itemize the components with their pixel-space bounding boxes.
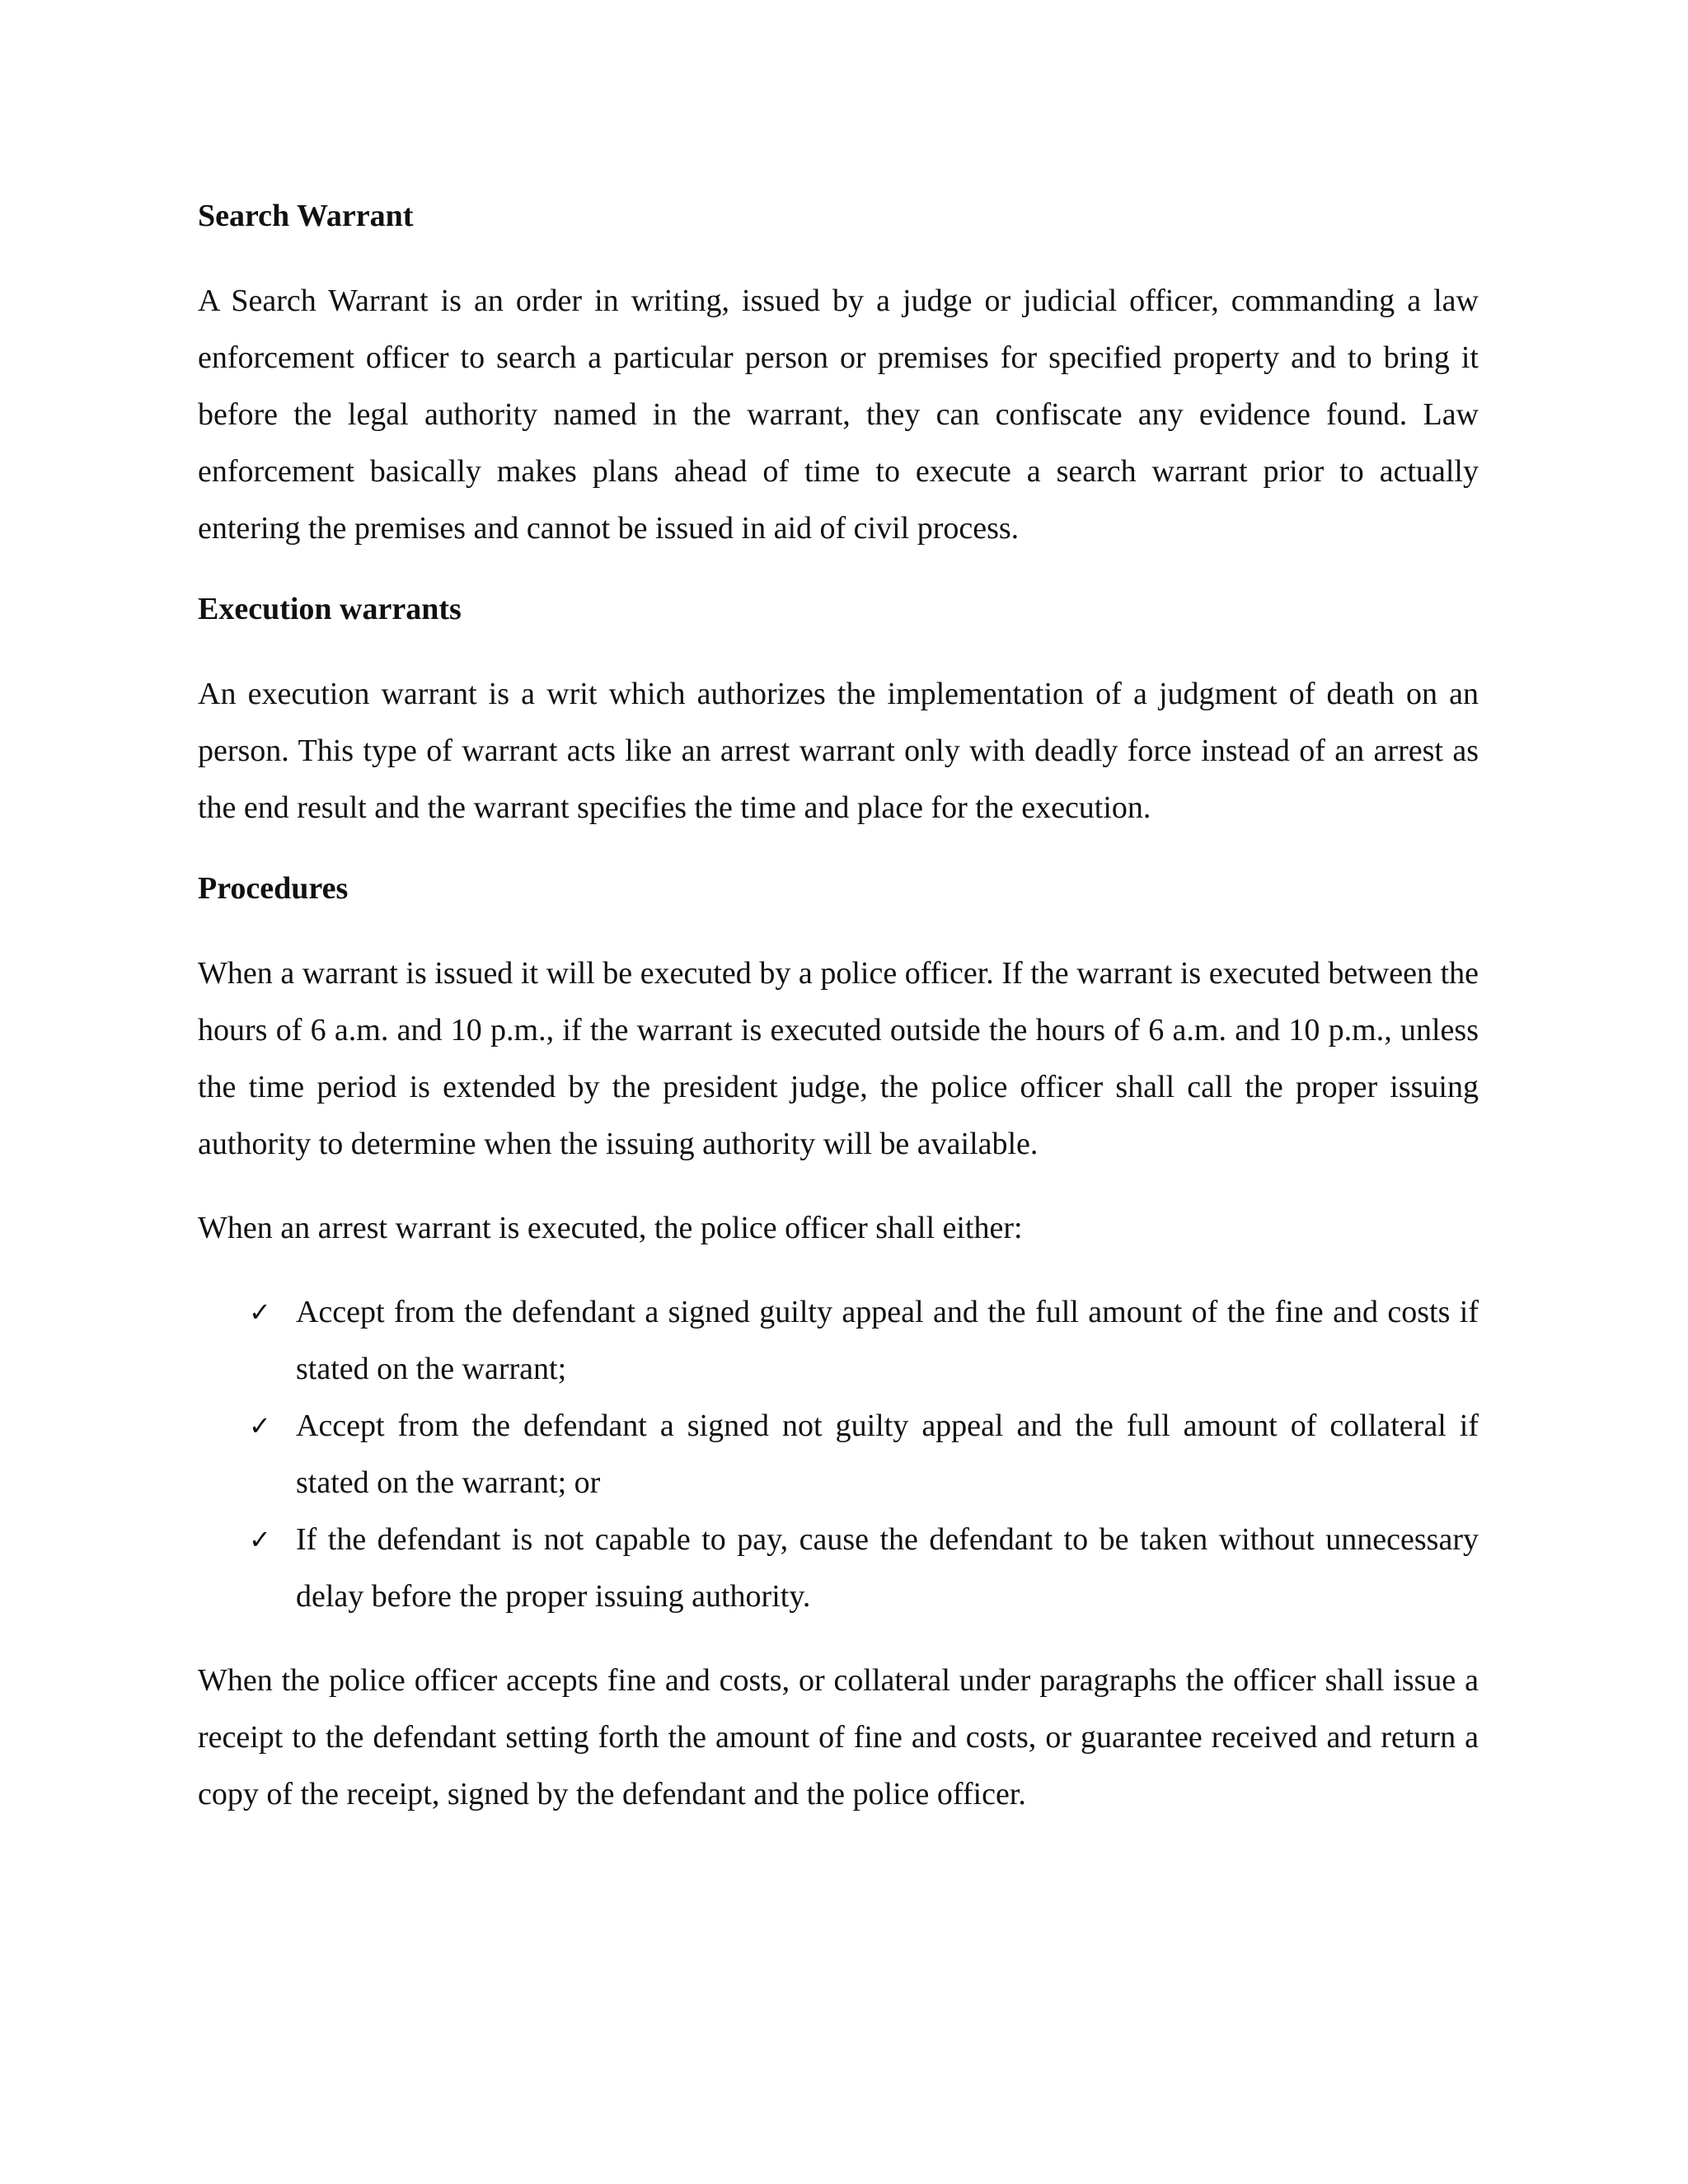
- paragraph-procedures-2: When an arrest warrant is executed, the police officer shall either:: [198, 1211, 1023, 1245]
- heading-execution-warrants: Execution warrants: [198, 592, 462, 626]
- checkmark-icon: ✓: [249, 1524, 271, 1555]
- heading-procedures: Procedures: [198, 871, 349, 906]
- list-item-text: Accept from the defendant a signed not guilty appeal and the full amount of collateral if stated on the warrant; or: [296, 1408, 1479, 1500]
- list-item: [198, 1511, 1479, 1625]
- paragraph-search-warrant: A Search Warrant is an order in writing, issued by a judge or judicial officer, commanding a law enforcement officer to search a particular person or premises for specified property and to bring it before the legal authority named in the warrant, they can confiscate any evidence found. Law enforcement basically makes plans ahead of time to execute a search warrant prior to actually entering the premises and cannot be issued in aid of civil process.: [198, 284, 1479, 546]
- procedures-checklist: [198, 1284, 1479, 1625]
- checkmark-icon: ✓: [249, 1410, 271, 1441]
- paragraph-execution-warrants: An execution warrant is a writ which authorizes the implementation of a judgment of death on an person. This type of warrant acts like an arrest warrant only with deadly force instead of an arrest as the end result and the warrant specifies the time and place for the execution.: [198, 677, 1479, 825]
- list-item-text: Accept from the defendant a signed guilty appeal and the full amount of the fine and costs if stated on the warrant;: [296, 1295, 1479, 1386]
- heading-search-warrant: Search Warrant: [198, 199, 414, 233]
- paragraph-procedures-3: When the police officer accepts fine and costs, or collateral under paragraphs the officer shall issue a receipt to the defendant setting forth the amount of fine and costs, or guarantee received and return a copy of the receipt, signed by the defendant and the police officer.: [198, 1663, 1479, 1811]
- document-body: [198, 191, 1479, 1850]
- list-item: [198, 1398, 1479, 1511]
- list-item: [198, 1284, 1479, 1398]
- paragraph-procedures-1: When a warrant is issued it will be executed by a police officer. If the warrant is executed between the hours of 6 a.m. and 10 p.m., if the warrant is executed outside the hours of 6 a.m. and 10 p.m., unless the time period is extended by the president judge, the police officer shall call the proper issuing authority to determine when the issuing authority will be available.: [198, 956, 1479, 1161]
- checkmark-icon: ✓: [249, 1296, 271, 1328]
- list-item-text: If the defendant is not capable to pay, cause the defendant to be taken without unnecessary delay before the proper issuing authority.: [296, 1522, 1479, 1614]
